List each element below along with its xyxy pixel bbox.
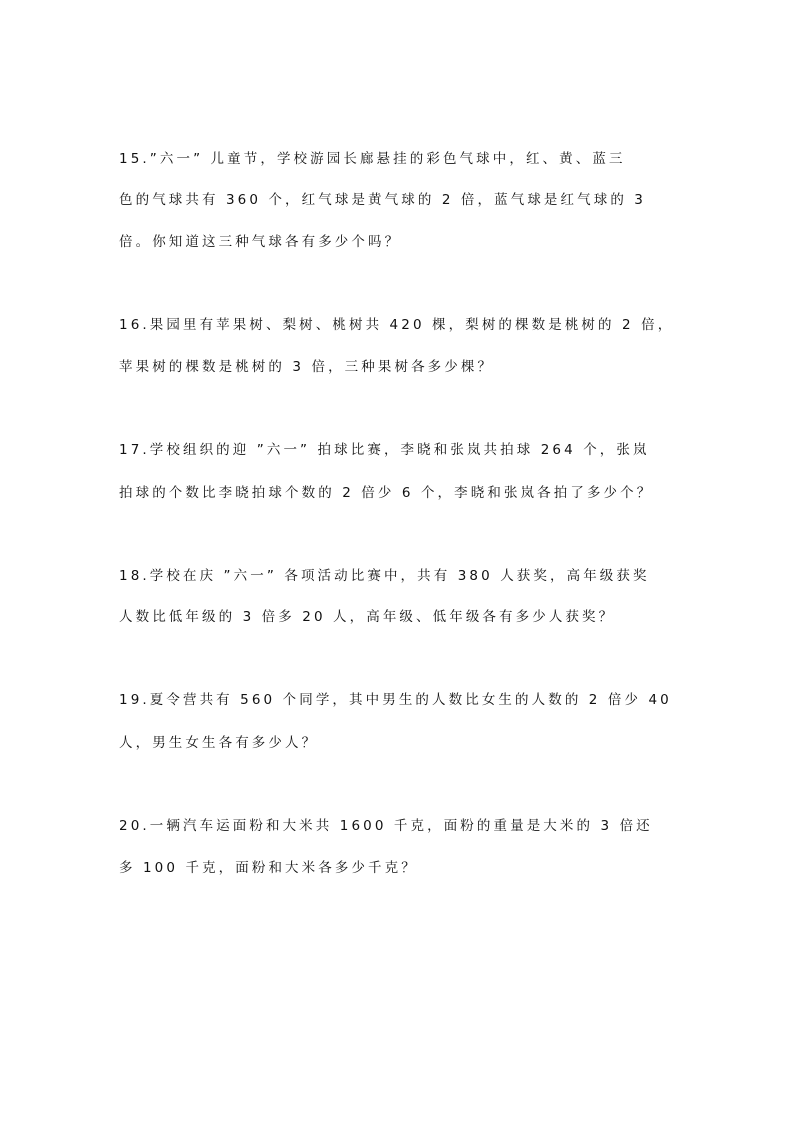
problem-text-line: 苹果树的棵数是桃树的 3 倍，三种果树各多少棵？ <box>119 359 495 375</box>
problem-text-line: 多 100 千克，面粉和大米各多少千克？ <box>119 860 418 876</box>
problem-text-line: 17.学校组织的迎 ”六一” 拍球比赛，李晓和张岚共拍球 264 个，张岚 <box>119 442 650 458</box>
problem-text-line: 人，男生女生各有多少人？ <box>119 735 319 751</box>
problem-text-line: 色的气球共有 360 个，红气球是黄气球的 2 倍，蓝气球是红气球的 3 <box>119 192 647 208</box>
problem-text-line: 20.一辆汽车运面粉和大米共 1600 千克，面粉的重量是大米的 3 倍还 <box>119 818 653 834</box>
problem-text-line: 拍球的个数比李晓拍球个数的 2 倍少 6 个，李晓和张岚各拍了多少个？ <box>119 485 654 501</box>
problem-text-line: 19.夏令营共有 560 个同学，其中男生的人数比女生的人数的 2 倍少 40 <box>119 692 672 708</box>
problem-text-line: 人数比低年级的 3 倍多 20 人，高年级、低年级各有多少人获奖？ <box>119 609 616 625</box>
problem-text-line: 倍。你知道这三种气球各有多少个吗？ <box>119 234 402 250</box>
problem-text-line: 16.果园里有苹果树、梨树、桃树共 420 棵，梨树的棵数是桃树的 2 倍， <box>119 317 675 333</box>
problem-text-line: 15.”六一” 儿童节，学校游园长廊悬挂的彩色气球中，红、黄、蓝三 <box>119 151 626 167</box>
problem-text-line: 18.学校在庆 ”六一” 各项活动比赛中，共有 380 人获奖，高年级获奖 <box>119 568 650 584</box>
